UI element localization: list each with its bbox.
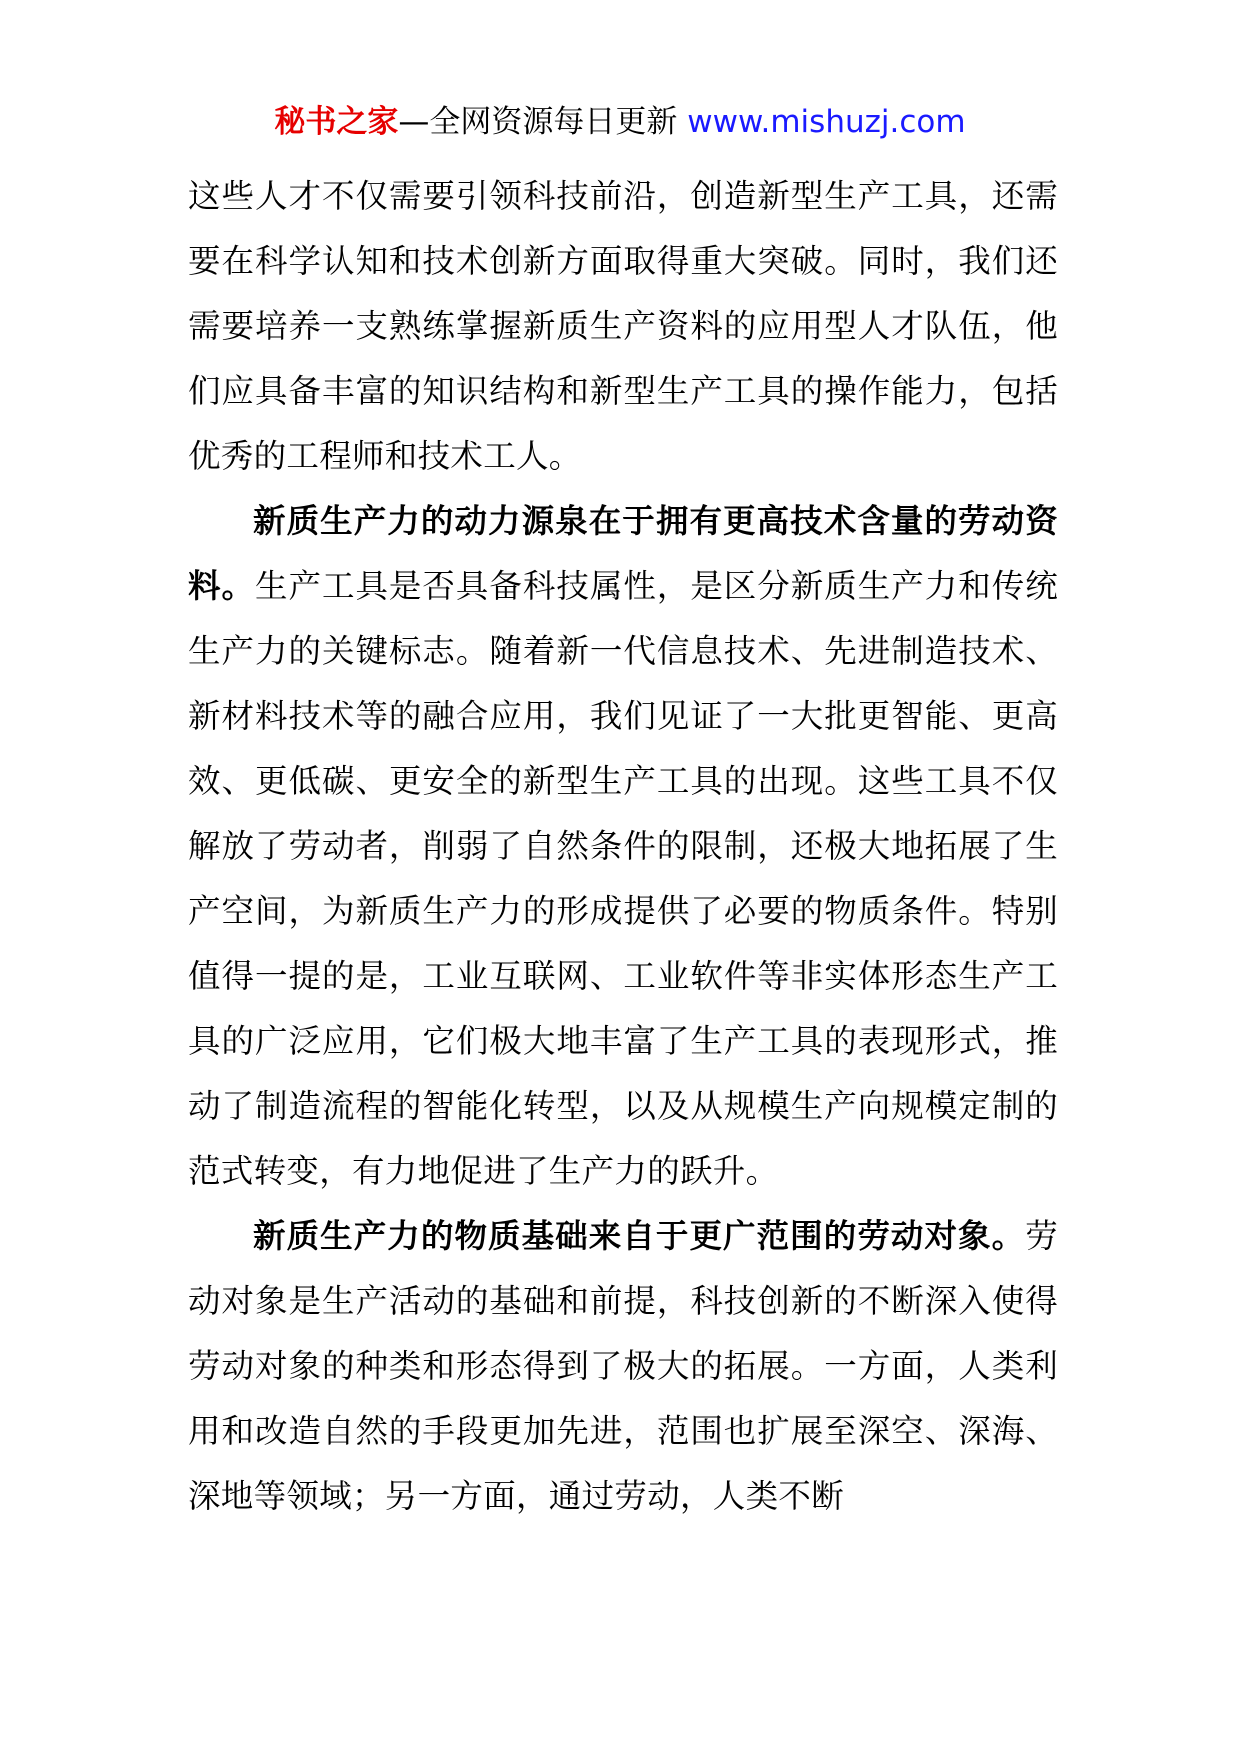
paragraph-2-text: 生产工具是否具备科技属性，是区分新质生产力和传统生产力的关键标志。随着新一代信息技术、先进制造技术、新材料技术等的融合应用，我们见证了一大批更智能、更高效、更低碳、更安全的新型生产工具的出现。这些工具不仅解放了劳动者，削弱了自然条件的限制，还极大地拓展了生产空间，为新质生产力的形成提供了必要的物质条件。特别值得一提的是，工业互联网、工业软件等非实体形态生产工具的广泛应用，它们极大地丰富了生产工具的表现形式，推动了制造流程的智能化转型，以及从规模生产向规模定制的范式转变，有力地促进了生产力的跃升。 bbox=[188, 567, 1058, 1190]
header-url-link[interactable]: www.mishuzj.com bbox=[687, 104, 966, 140]
paragraph-3-text: 劳动对象是生产活动的基础和前提，科技创新的不断深入使得劳动对象的种类和形态得到了极大的拓展。一方面，人类利用和改造自然的手段更加先进，范围也扩展至深空、深海、深地等领域；另一方面，通过劳动，人类不断 bbox=[188, 1217, 1058, 1515]
header-tagline: —全网资源每日更新 bbox=[398, 104, 688, 140]
document-body bbox=[188, 164, 1058, 1529]
paragraph-2-lead: 新质生产力的动力源泉在于拥有更高技术含量的劳动资料。 bbox=[188, 502, 1058, 605]
paragraph-3 bbox=[188, 1204, 1058, 1529]
paragraph-1-text: 这些人才不仅需要引领科技前沿，创造新型生产工具，还需要在科学认知和技术创新方面取得重大突破。同时，我们还需要培养一支熟练掌握新质生产资料的应用型人才队伍，他们应具备丰富的知识结构和新型生产工具的操作能力，包括优秀的工程师和技术工人。 bbox=[188, 177, 1058, 475]
header-brand: 秘书之家 bbox=[274, 104, 399, 140]
paragraph-3-lead: 新质生产力的物质基础来自于更广范围的劳动对象。 bbox=[253, 1217, 1026, 1255]
page-header bbox=[0, 100, 1240, 144]
paragraph-2 bbox=[188, 489, 1058, 1204]
paragraph-1 bbox=[188, 164, 1058, 489]
